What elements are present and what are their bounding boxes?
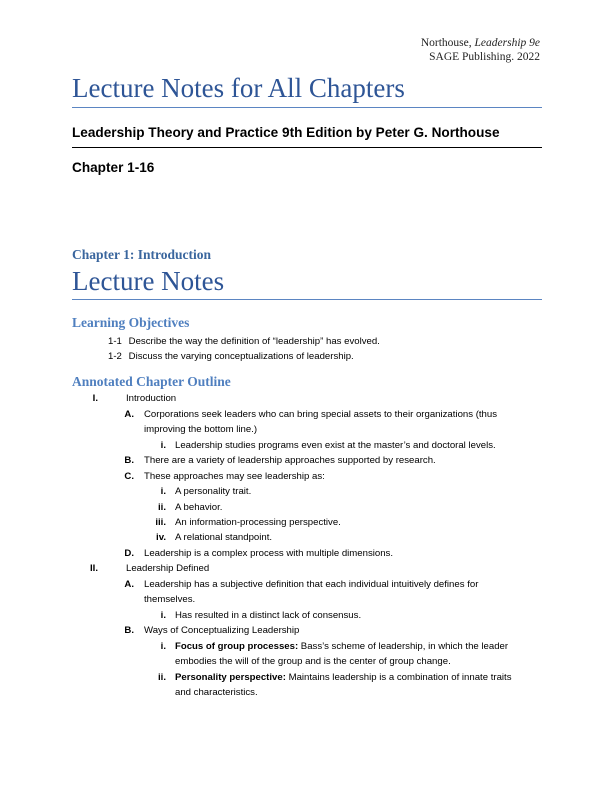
outline-text: embodies the will of the group and is the center of group change. [175,656,451,667]
outline-text: Leadership Defined [126,563,210,574]
outline-text: A behavior. [175,502,223,513]
header-book: Leadership 9e [474,37,540,49]
outline-term: Focus of group processes: [175,641,299,652]
outline-label: B. [124,625,134,636]
objective-number: 1-1 [108,336,122,347]
outline-term: Personality perspective: [175,672,286,683]
outline-label: D. [124,548,134,559]
outline-label: i. [160,641,166,652]
outline-text: Leadership studies programs even exist at the master’s and doctoral levels. [175,440,496,451]
outline-label: B. [124,455,134,466]
outline-text: themselves. [144,594,196,605]
outline-text: Leadership is a complex process with multiple dimensions. [144,548,394,559]
outline-definition: Maintains leadership is a combination of innate traits [285,672,512,683]
objective-text: Discuss the varying conceptualizations of leadership. [128,351,354,362]
outline-text: These approaches may see leadership as: [144,471,325,482]
lecture-notes-title: Lecture Notes [72,264,542,300]
outline-text: There are a variety of leadership approaches supported by research. [144,455,436,466]
running-header [421,36,540,64]
outline-label: A. [124,409,134,420]
outline-text: Corporations seek leaders who can bring special assets to their organizations (thus [144,409,498,420]
outline-text: Introduction [126,393,177,404]
objective-text: Describe the way the definition of “leadership” has evolved. [128,336,380,347]
outline-text [175,670,512,686]
outline-label: ii. [158,672,166,683]
outline-label: ii. [158,502,166,513]
outline-text: and characteristics. [175,687,258,698]
book-title: Leadership Theory and Practice 9th Edition by Peter G. Northouse [72,123,542,148]
outline-label: i. [160,486,166,497]
outline-label: A. [124,579,134,590]
header-publisher: SAGE Publishing. 2022 [429,51,540,63]
outline-label: II. [90,563,98,574]
outline-text [175,639,508,655]
outline-label: i. [160,440,166,451]
outline-text: A relational standpoint. [175,532,273,543]
objective-item [108,335,380,348]
outline-text: improving the bottom line.) [144,424,258,435]
chapter-range: Chapter 1-16 [72,160,155,175]
objective-number: 1-2 [108,351,122,362]
outline-text: Has resulted in a distinct lack of consensus. [175,610,362,621]
chapter-outline-heading: Annotated Chapter Outline [72,374,231,389]
document-title: Lecture Notes for All Chapters [72,70,542,108]
outline-label: iv. [156,532,166,543]
learning-objectives-heading: Learning Objectives [72,315,190,330]
outline-label: iii. [155,517,166,528]
header-author: Northouse, [420,37,472,49]
outline-text: Leadership has a subjective definition that each individual intuitively defines for [144,579,479,590]
outline-label: I. [92,393,98,404]
chapter-heading: Chapter 1: Introduction [72,247,212,262]
outline-text: An information-processing perspective. [175,517,341,528]
header-author-line [421,36,540,50]
outline-label: i. [160,610,166,621]
outline-text: A personality trait. [175,486,252,497]
objective-item [108,350,354,363]
outline-text: Ways of Conceptualizing Leadership [144,625,300,636]
outline-definition: Bass’s scheme of leadership, in which the leader [298,641,509,652]
outline-label: C. [124,471,134,482]
